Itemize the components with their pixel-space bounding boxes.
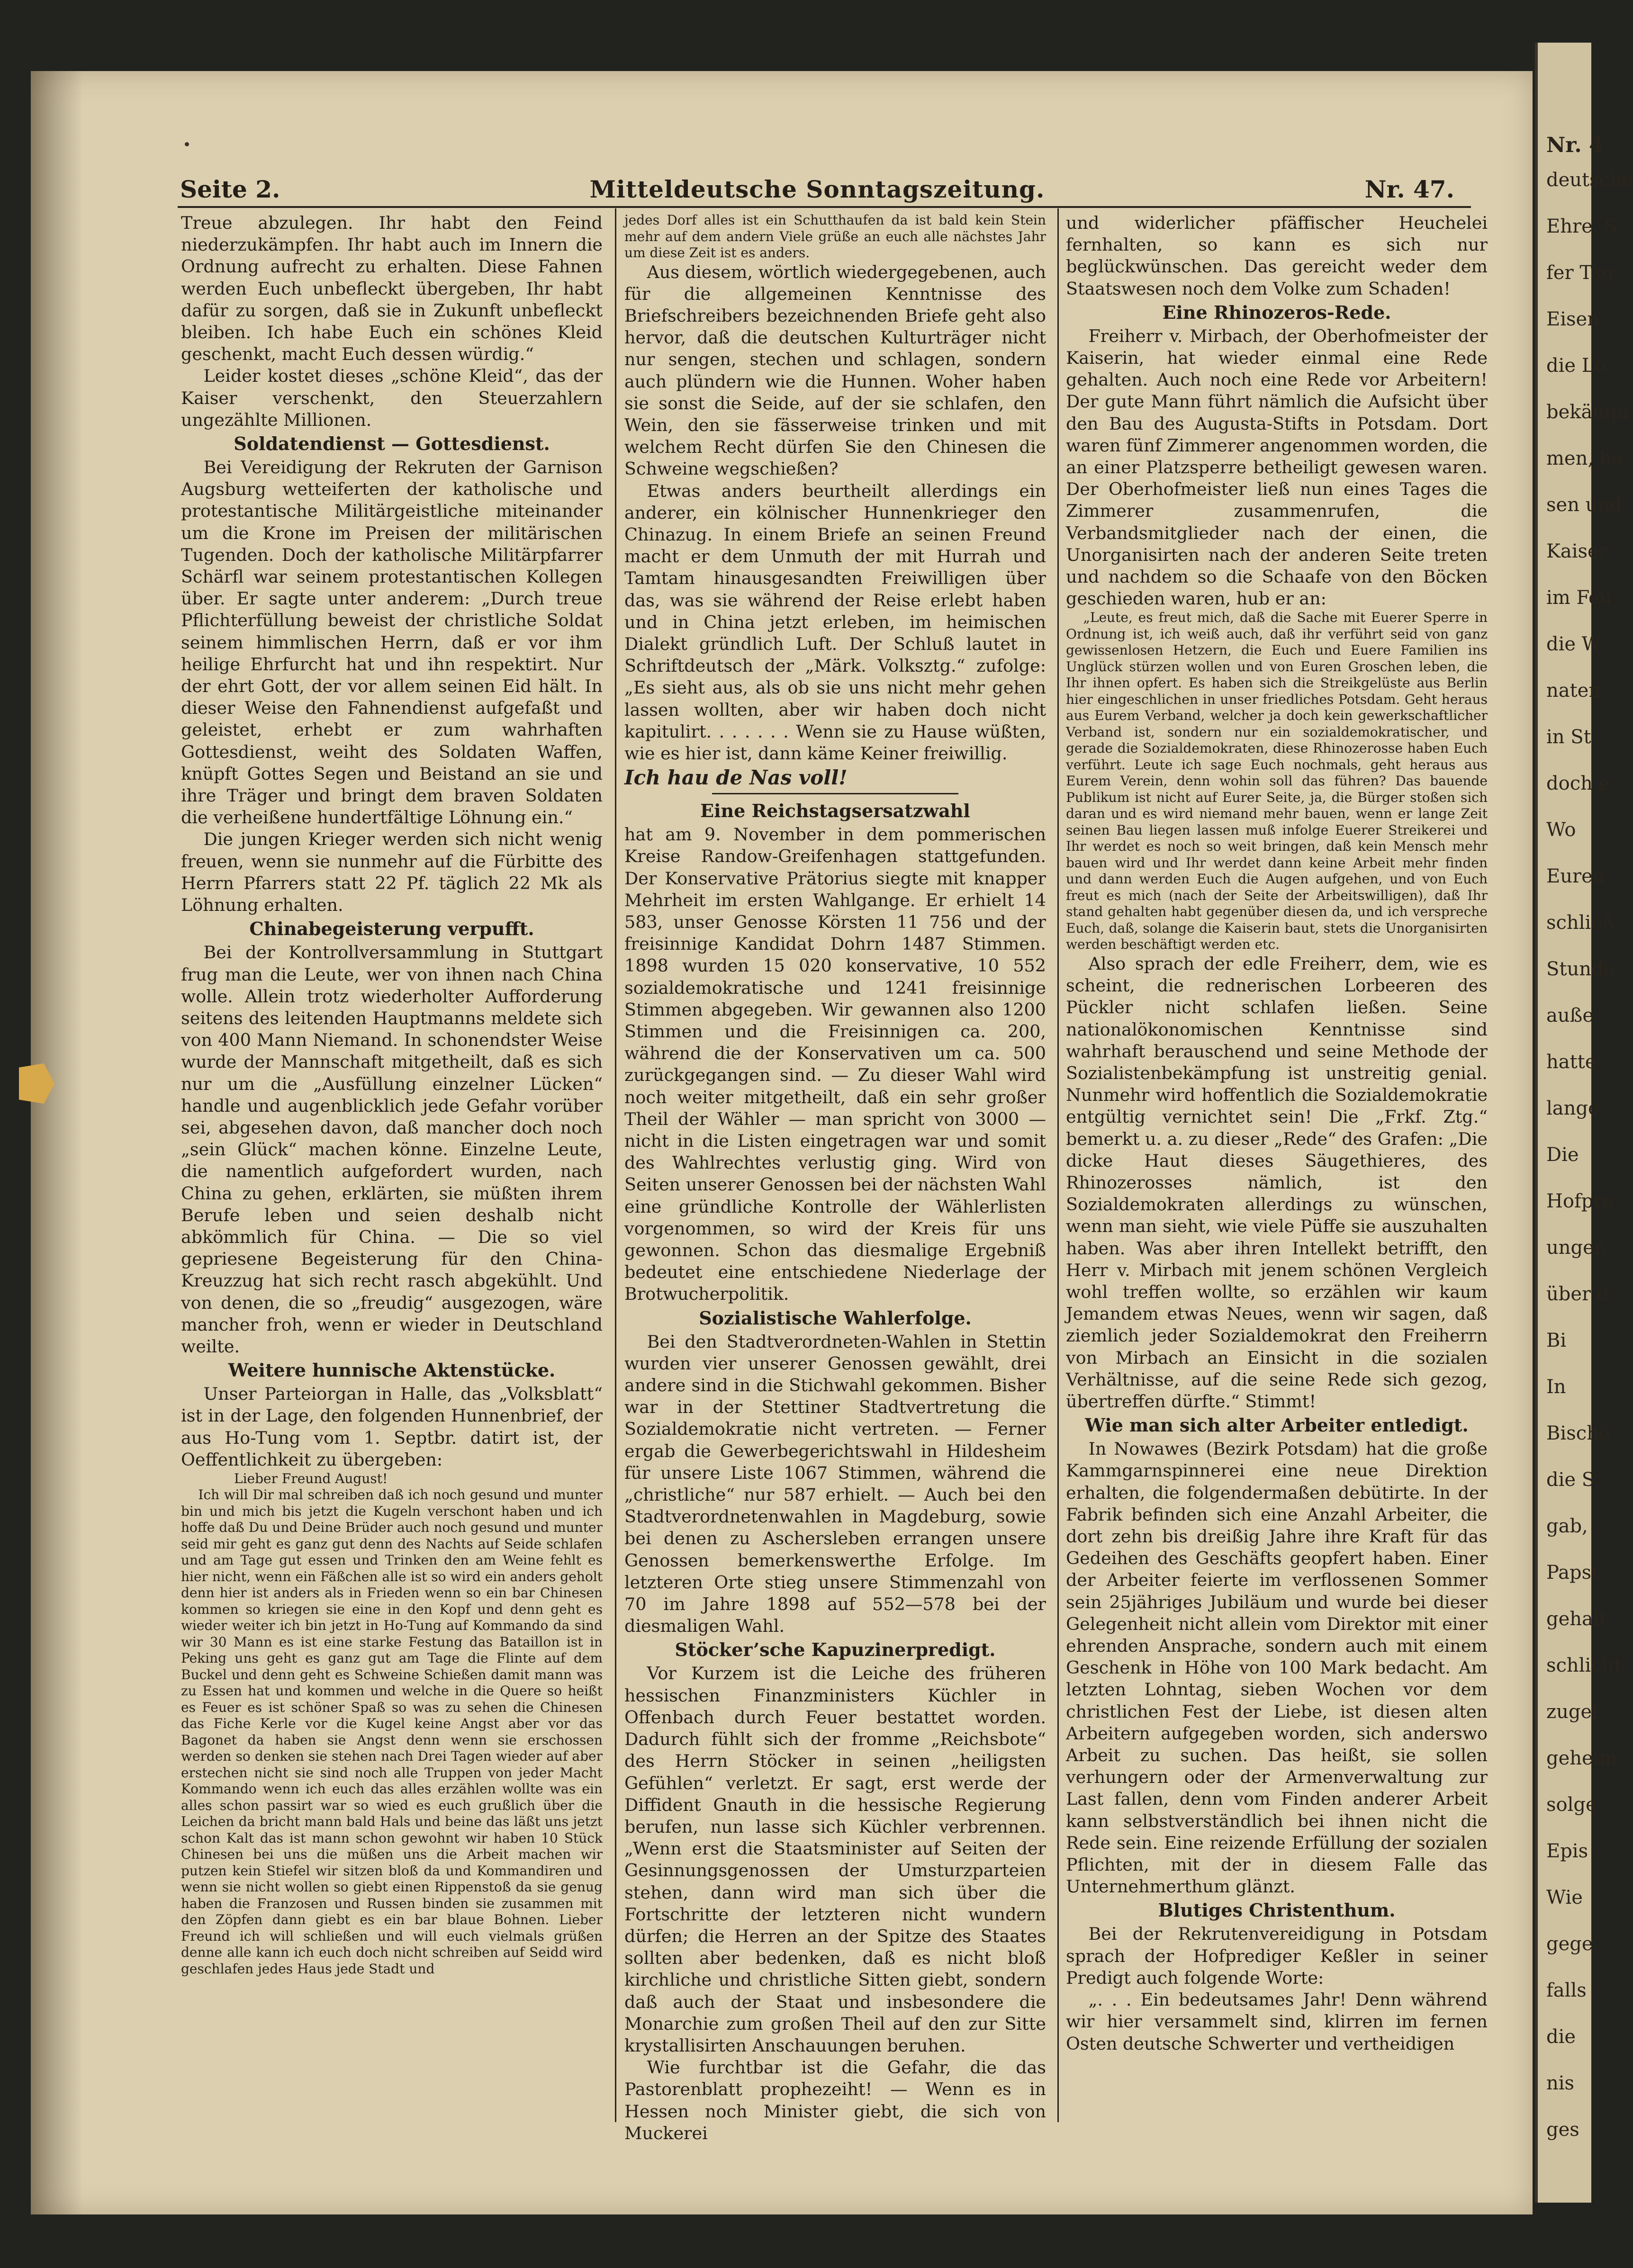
article-paragraph: Etwas anders beurtheilt allerdings ein anderer, ein kölnischer Hunnenkrieger den Chinazug. In einem Briefe an seinen Freund macht er dem Unmuth der mit Hurrah und Tamtam hinausgesandten Freiwilligen über das, was sie während der Reise erlebt haben und in China jetzt erleben, im heimischen Dialekt gründlich Luft. Der Schluß lautet in Schriftdeutsch der „Märk. Volksztg.“ zufolge: „Es sieht aus, als ob sie uns nicht mehr gehen lassen wollten, aber wir haben doch nicht kapitulirt. . . . . . . Wenn sie zu Hause wüßten, wie es hier ist, dann käme Keiner freiwillig. [624,480,1046,764]
adjacent-page-fragment: men, ha [1546,448,1624,469]
binding-shadow [31,71,83,2214]
adjacent-page-fragment: die [1546,2026,1576,2048]
adjacent-page-fragment: ungen [1546,1237,1606,1259]
speech-quote: „Leute, es freut mich, daß die Sache mit Euerer Sperre in Ordnung ist, ich weiß auch, daß ihr verführt seid von ganz gewissenlosen Hetzern, die Euch und Euere Familien ins Unglück stürzen wollen und von Euren Groschen leben, die Ihr ihnen opfert. Es haben sich die Streikgelüste aus Berlin hier eingeschlichen in unser friedliches Potsdam. Geht heraus aus Eurem Verband, welcher ja doch kein gewerkschaftlicher Verband ist, sondern nur ein sozialdemokratischer, und gerade die Sozialdemokraten, diese Rhinozerosse haben Euch verführt. Leute ich sage Euch nochmals, geht heraus aus Eurem Verein, denn wohin soll das führen? Das bauende Publikum ist nicht auf Eurer Seite, ja, die Bürger stoßen sich daran und es wird niemand mehr bauen, wenn er lange Zeit seinen Bau liegen lassen muß infolge Euerer Streikerei und Ihr werdet es noch so weit bringen, daß kein Mensch mehr bauen wird und Ihr werdet dann keine Arbeit mehr finden und dann werden Euch die Augen aufgehen, und von Euch freut es mich (nach der Seite der Arbeitswilligen), daß Ihr stand gehalten habt gegenüber diesen da, und ich verspreche Euch, daß, solange die Kaiserin baut, stets die Unorganisirten werden beschäftigt werden etc. [1066,610,1488,953]
adjacent-page-fragment: Papst [1546,1562,1599,1584]
adjacent-page-fragment: Die [1546,1144,1579,1166]
issue-number: Nr. 47. [1364,175,1454,203]
adjacent-page-fragment: gege [1546,1933,1593,1955]
article-paragraph: Aus diesem, wörtlich wiedergegebenen, auch für die allgemeinen Kenntnisse des Briefschreibers bezeichnenden Briefe geht also hervor, daß die deutschen Kulturträger nicht nur sengen, stechen und schlagen, sondern auch plündern wie die Hunnen. Woher haben sie sonst die Seide, auf der sie schlafen, den Wein, den sie fässerweise trinken und mit welchem Recht dürfen Sie den Chinesen die Schweine wegschießen? [624,261,1046,479]
adjacent-page-fragment: schließ [1546,912,1615,934]
page-number: Seite 2. [180,175,280,203]
adjacent-page-fragment: gehalt [1546,1608,1607,1630]
article-heading: Eine Rhinozeros-Rede. [1162,301,1391,323]
column-rule [615,208,616,2122]
adjacent-page-fragment: solge [1546,1794,1597,1816]
article-paragraph: Die jungen Krieger werden sich nicht wenig freuen, wenn sie nunmehr auf die Fürbitte des Herrn Pfarrers statt 22 Pf. täglich 22 Mk als Löhnung erhalten. [181,829,603,916]
article-paragraph: hat am 9. November in dem pommerischen Kreise Randow-Greifenhagen stattgefunden. Der Konservative Prätorius siegte mit knapper Mehrheit im ersten Wahlgange. Er erhielt 14 583, unser Genosse Körsten 11 756 und der freisinnige Kandidat Dohrn 1487 Stimmen. 1898 wurden 15 020 konservative, 10 552 sozialdemokratische und 1241 freisinnige Stimmen abgegeben. Wir gewannen also 1200 Stimmen und die Freisinnigen ca. 200, während die der Konservativen um ca. 500 zurückgegangen sind. — Zu dieser Wahl wird noch weiter mitgetheilt, daß ein sehr großer Theil der Wähler — man spricht von 3000 — nicht in die Listen eingetragen war und somit des Wahlrechtes verlustig ging. Wird von Seiten unserer Genossen bei der nächsten Wahl eine gründliche Kontrolle der Wählerlisten vorgenommen, so wird der Kreis für uns gewonnen. Schon das diesmalige Ergebniß bedeutet eine entschiedene Niederlage der Brotwucherpolitik. [624,824,1046,1305]
article-heading: Stöcker’sche Kapuzinerpredigt. [675,1639,996,1661]
article-paragraph: Also sprach der edle Freiherr, dem, wie es scheint, die rednerischen Lorbeeren des Pückler nicht schlafen ließen. Seine nationalökonomischen Kenntnisse sind wahrhaft berauschend und seine Methode der Sozialistenbekämpfung ist unstreitig genial. Nunmehr wird hoffentlich die Sozialdemokratie entgültig vernichtet sein! Die „Frkf. Ztg.“ bemerkt u. a. zu dieser „Rede“ des Grafen: „Die dicke Haut dieses Säugethieres, des Rhinozerosses nämlich, ist den Sozialdemokraten allerdings zu wünschen, wenn man sieht, wie viele Püffe sie auszuhalten haben. Was aber ihren Intellekt betrifft, den Herr v. Mirbach mit jenem schönen Vergleich wohl treffen wollte, so erzählen wir kaum Jemandem etwas Neues, wenn wir sagen, daß ziemlich jeder Sozialdemokrat den Freiherrn von Mirbach an Einsicht in die sozialen Verhältnisse, auf die seine Rede sich gezog, übertreffen dürfte.“ Stimmt! [1066,953,1488,1412]
article-paragraph: Bei der Kontrollversammlung in Stuttgart frug man die Leute, wer von ihnen nach China wolle. Allein trotz wiederholter Aufforderung seitens des leitenden Hauptmanns meldete sich von 400 Mann Niemand. In schonendster Weise wurde der Mannschaft mitgetheilt, daß es sich nur um die „Ausfüllung einzelner Lücken“ handle und augenblicklich jede Gefahr vorüber sei, abgesehen davon, daß mancher doch noch „sein Glück“ machen könne. Einzelne Leute, die namentlich aufgefordert wurden, nach China zu gehen, erklärten, sie müßten ihrem Berufe leben und seien deshalb nicht abkömmlich für China. — Die so viel gepriesene Begeisterung für den China-Kreuzzug hat sich recht rasch abgekühlt. Und von denen, die so „freudig“ ausgezogen, wäre mancher froh, wenn er wieder in Deutschland weilte. [181,942,603,1357]
adjacent-page-fragment: in St [1546,726,1591,748]
adjacent-page-fragment: doch e [1546,773,1610,794]
letter-closing-line: Ich hau de Nas voll! [624,766,848,790]
adjacent-page-fragment: Wie [1546,1887,1583,1908]
article-paragraph: In Nowawes (Bezirk Potsdam) hat die große Kammgarnspinnerei eine neue Direktion erhalten, die folgendermaßen debütirte. In der Fabrik befinden sich eine Anzahl Arbeiter, die dort zehn bis dreißig Jahre ihre Kraft für das Gedeihen des Geschäfts geopfert haben. Einer der Arbeiter feierte im verflossenen Sommer sein 25jähriges Jubiläum und wurde bei dieser Gelegenheit nicht allein vom Direktor mit einer ehrenden Ansprache, sondern auch mit einem Geschenk in Höhe von 100 Mark bedacht. Am letzten Lohntag, sieben Wochen vor dem christlichen Fest der Liebe, ist diesen alten Arbeitern aufgegeben worden, sich anderswo Arbeit zu suchen. Das heißt, sie sollen verhungern oder der Armenverwaltung zur Last fallen, denn vom Finden anderer Arbeit kann selbstverständlich bei ihnen nicht die Rede sein. Eine reizende Erfüllung der sozialen Pflichten, mit der in diesem Falle das Unternehmerthum glänzt. [1066,1439,1488,1897]
article-heading: Wie man sich alter Arbeiter entledigt. [1085,1414,1469,1436]
adjacent-page-edge [1535,43,1633,2203]
adjacent-page-fragment: Kaiser [1546,540,1608,562]
adjacent-page-fragment: die W [1546,633,1601,655]
article-paragraph: Bei Vereidigung der Rekruten der Garnison Augsburg wetteiferten der katholische und protestantische Militärgeistliche miteinander um die Krone im Preisen der militärischen Tugenden. Doch der katholische Militärpfarrer Schärfl war seinem protestantischen Kollegen über. Er sagte unter anderem: „Durch treue Pflichterfüllung beweist der christliche Soldat seinem himmlischen Herrn, daß er vor ihm heilige Ehrfurcht hat und ihn respektirt. Nur der ehrt Gott, der vor allem seinen Eid hält. In dieser Weise den Fahnendienst aufgefaßt und geleistet, erhebt er zum wahrhaften Gottesdienst, weiht des Soldaten Waffen, knüpft Gottes Segen und Beistand an sie und ihre Träger und bringt dem braven Soldaten die verheißene hundertfältige Löhnung ein.“ [181,457,603,828]
adjacent-page-fragment: im Feu [1546,587,1612,609]
column-1 [181,212,603,1977]
adjacent-page-fragment: schlicht [1546,1655,1622,1676]
article-heading: Eine Reichstagsersatzwahl [700,800,970,822]
adjacent-page-fragment: naten [1546,680,1601,702]
article-heading: Sozialistische Wahlerfolge. [699,1307,972,1329]
adjacent-page-issue-label: Nr. 4 [1546,133,1604,157]
article-paragraph: Wie furchtbar ist die Gefahr, die das Pastorenblatt prophezeiht! — Wenn es in Hessen noch Minister giebt, die sich von Muckerei [624,2057,1046,2143]
adjacent-page-fragment: auße [1546,1005,1594,1026]
column-2 [624,212,1046,2144]
article-paragraph: Freiherr v. Mirbach, der Oberhofmeister der Kaiserin, hat wieder einmal eine Rede gehalten. Auch noch eine Rede vor Arbeitern! Der gute Mann führt nämlich die Aufsicht über den Bau des Augusta-Stifts in Potsdam. Dort waren fünf Zimmerer angenommen worden, die an einer Platzsperre betheiligt gewesen waren. Der Oberhofmeister ließ nun eines Tages die Zimmerer zusammenrufen, die Verbandsmitglieder nach der einen, die Unorganisirten nach der anderen Seite treten und nachdem so die Schaafe von den Böcken geschieden waren, hub er an: [1066,325,1488,609]
article-paragraph: Bei den Stadtverordneten-Wahlen in Stettin wurden vier unserer Genossen gewählt, drei andere sind in die Stichwahl gekommen. Bisher war in der Stettiner Stadtvertretung die Sozialdemokratie nicht vertreten. — Ferner ergab die Gewerbegerichtswahl in Hildesheim für unsere Liste 1067 Stimmen, während die „christliche“ nur 587 erhielt. — Auch bei den Stadtverordnetenwahlen in Magdeburg, sowie bei denen zu Aschersleben errangen unsere Genossen bemerkenswerthe Erfolge. Im letzteren Orte stieg unsere Stimmenzahl von 70 im Jahre 1898 auf 552—578 bei der diesmaligen Wahl. [624,1331,1046,1637]
letter-salutation: Lieber Freund August! [234,1470,388,1486]
adjacent-page-fragment: falls [1546,1980,1587,2001]
adjacent-page-fragment: Bi [1546,1330,1567,1351]
adjacent-page-fragment: Stunde [1546,958,1615,980]
adjacent-page-fragment: die S [1546,1469,1595,1491]
newspaper-title: Mitteldeutsche Sonntagszeitung. [589,175,1045,203]
adjacent-page-fragment: Wo [1546,819,1576,841]
letter-text: Ich will Dir mal schreiben daß ich noch gesund und munter bin und mich bis jetzt die Kugeln verschont haben und ich hoffe daß Du und Deine Brüder auch noch gesund und munter seid mir geht es ganz gut denn des Nachts auf Seide schlafen und am Tage gut essen und Trinken den am Weine fehlt es hier nicht, wenn ein Fäßchen alle ist so wird ein anders geholt denn hier ist anders als in Frieden wenn so ein bar Chinesen kommen so kriegen sie eine in den Kopf und denn geht es wieder weiter ich bin jetzt in Ho-Tung auf Kommando da sind wir 30 Mann es ist eine starke Festung das Bataillon ist in Peking uns geht es ganz gut am Tage die Flinte auf dem Buckel und denn geht es Schweine Schießen damit mann was zu Essen hat und kommen und welche in die Quere so heißt es Feuer es ist schöner Spaß so was zu sehen die Chinesen das Fiche Kerle vor die Kugel keine Angst aber vor das Bagonet da haben sie Angst denn wenn sie erschossen werden so denken sie stehen nach Drei Tagen wieder auf aber erstechen nicht sie sind noch alle Truppen von jeder Macht Kommando wenn ich euch das alles erzählen wollte was ein alles schon passirt war so wied es euch grußlich über die Leichen da bricht mann bald Hals und beine das läßt uns jetzt schon Kalt das ist mann schon gewohnt wir haben 10 Stück Chinesen bei uns die müßen uns die Arbeit machen wir putzen kein Stiefel wir sitzen bloß da und Kommandiren und wenn sie nicht wollen so giebt einen Rippenstoß da sie genug haben die Franzosen und Russen binden sie zusammen mit den Zöpfen dann giebt es ein bar blaue Bohnen. Lieber Freund ich will schließen und will euch vielmals grüßen denne alle kann ich euch doch nicht schreiben auf Seidd wird geschlafen jedes Haus jede Stadt und [181,1487,603,1977]
adjacent-page-fragment: Euren [1546,865,1605,887]
adjacent-page-fragment: In [1546,1376,1566,1398]
adjacent-page-fragment: Hofpre [1546,1190,1614,1212]
adjacent-page-fragment: bekämpf [1546,401,1630,423]
adjacent-page-fragment: hatte [1546,1051,1597,1073]
running-head [147,171,1488,204]
adjacent-page-fragment: gab, [1546,1515,1588,1537]
article-paragraph: Treue abzulegen. Ihr habt den Feind niederzukämpfen. Ihr habt auch im Innern die Ordnung aufrecht zu erhalten. Diese Fahnen werden Euch unbefleckt übergeben, Ihr habt dafür zu sorgen, daß sie in Zukunft unbefleckt bleiben. Ich habe Euch ein schönes Kleid geschenkt, macht Euch dessen würdig.“ [181,213,603,365]
adjacent-page-fragment: die Lo [1546,355,1606,377]
adjacent-page-fragment: nis [1546,2072,1575,2094]
header-rule [178,206,1471,208]
adjacent-page-fragment: geheim [1546,1747,1617,1769]
adjacent-page-fragment: ges [1546,2119,1579,2141]
article-paragraph: und widerlicher pfäffischer Heuchelei fernhalten, so kann es sich nur beglückwünschen. Das gereicht weder dem Staatswesen noch dem Volke zum Schaden! [1066,213,1488,299]
adjacent-page-fragment: Ehre. S [1546,216,1618,237]
letter-text: jedes Dorf alles ist ein Schutthaufen da ist bald kein Stein mehr auf dem andern Viele grüße an euch alle nächstes Jahr um diese Zeit ist es anders. [624,212,1046,261]
article-paragraph: Vor Kurzem ist die Leiche des früheren hessischen Finanzministers Küchler in Offenbach durch Feuer bestattet worden. Dadurch fühlt sich der fromme „Reichsbote“ des Herrn Stöcker in seinen „heiligsten Gefühlen“ verletzt. Er sagt, erst werde der Diffident Gnauth in die hessische Regierung berufen, nun lasse sich Küchler verbrennen. „Wenn erst die Staatsminister auf Seiten der Gesinnungsgenossen der Umsturzparteien stehen, dann wird man sich über die Fortschritte der letzteren nicht wundern dürfen; die Herren an der Spitze des Staates sollten aber bedenken, daß es nicht bloß kirchliche und christliche Sitten giebt, sondern daß auch der Staat und insbesondere die Monarchie zum großen Theil auf den zur Sitte krystallisirten Anschauungen beruhen. [624,1663,1046,2056]
adjacent-page-fragment: Epis [1546,1840,1588,1862]
adjacent-page-fragment: Bischö [1546,1422,1610,1444]
article-heading: Soldatendienst — Gottesdienst. [234,433,550,455]
article-heading: Weitere hunnische Aktenstücke. [228,1359,556,1381]
column-3 [1066,212,1488,2055]
article-paragraph: Bei der Rekrutenvereidigung in Potsdam sprach der Hofprediger Keßler in seiner Predigt auch folgende Worte: [1066,1924,1488,1988]
ink-speck [185,142,189,146]
article-heading: Blutiges Christenthum. [1158,1899,1396,1921]
adjacent-page-fragment: über d [1546,1283,1609,1305]
adjacent-page-fragment: lange [1546,1098,1599,1119]
adjacent-page-fragment: deutsche [1546,169,1633,191]
adjacent-page-fragment: sen und [1546,494,1622,516]
section-rule [712,793,958,794]
article-paragraph: „. . . Ein bedeutsames Jahr! Denn während wir hier versammelt sind, klirren im fernen Osten deutsche Schwerter und vertheidigen [1066,1989,1488,2054]
article-heading: Chinabegeisterung verpufft. [249,918,534,940]
adjacent-page-fragment: zugel [1546,1701,1598,1723]
adjacent-page-fragment: fer Tag [1546,262,1615,284]
column-rule [1057,208,1059,2122]
article-paragraph: Unser Parteiorgan in Halle, das „Volksblatt“ ist in der Lage, den folgenden Hunnenbrief, der aus Ho-Tung vom 1. Septbr. datirt ist, der Oeffentlichkeit zu übergeben: [181,1384,603,1470]
article-paragraph: Leider kostet dieses „schöne Kleid“, das der Kaiser verschenkt, den Steuerzahlern ungezählte Millionen. [181,366,603,430]
adjacent-page-fragment: Eisen [1546,308,1599,330]
